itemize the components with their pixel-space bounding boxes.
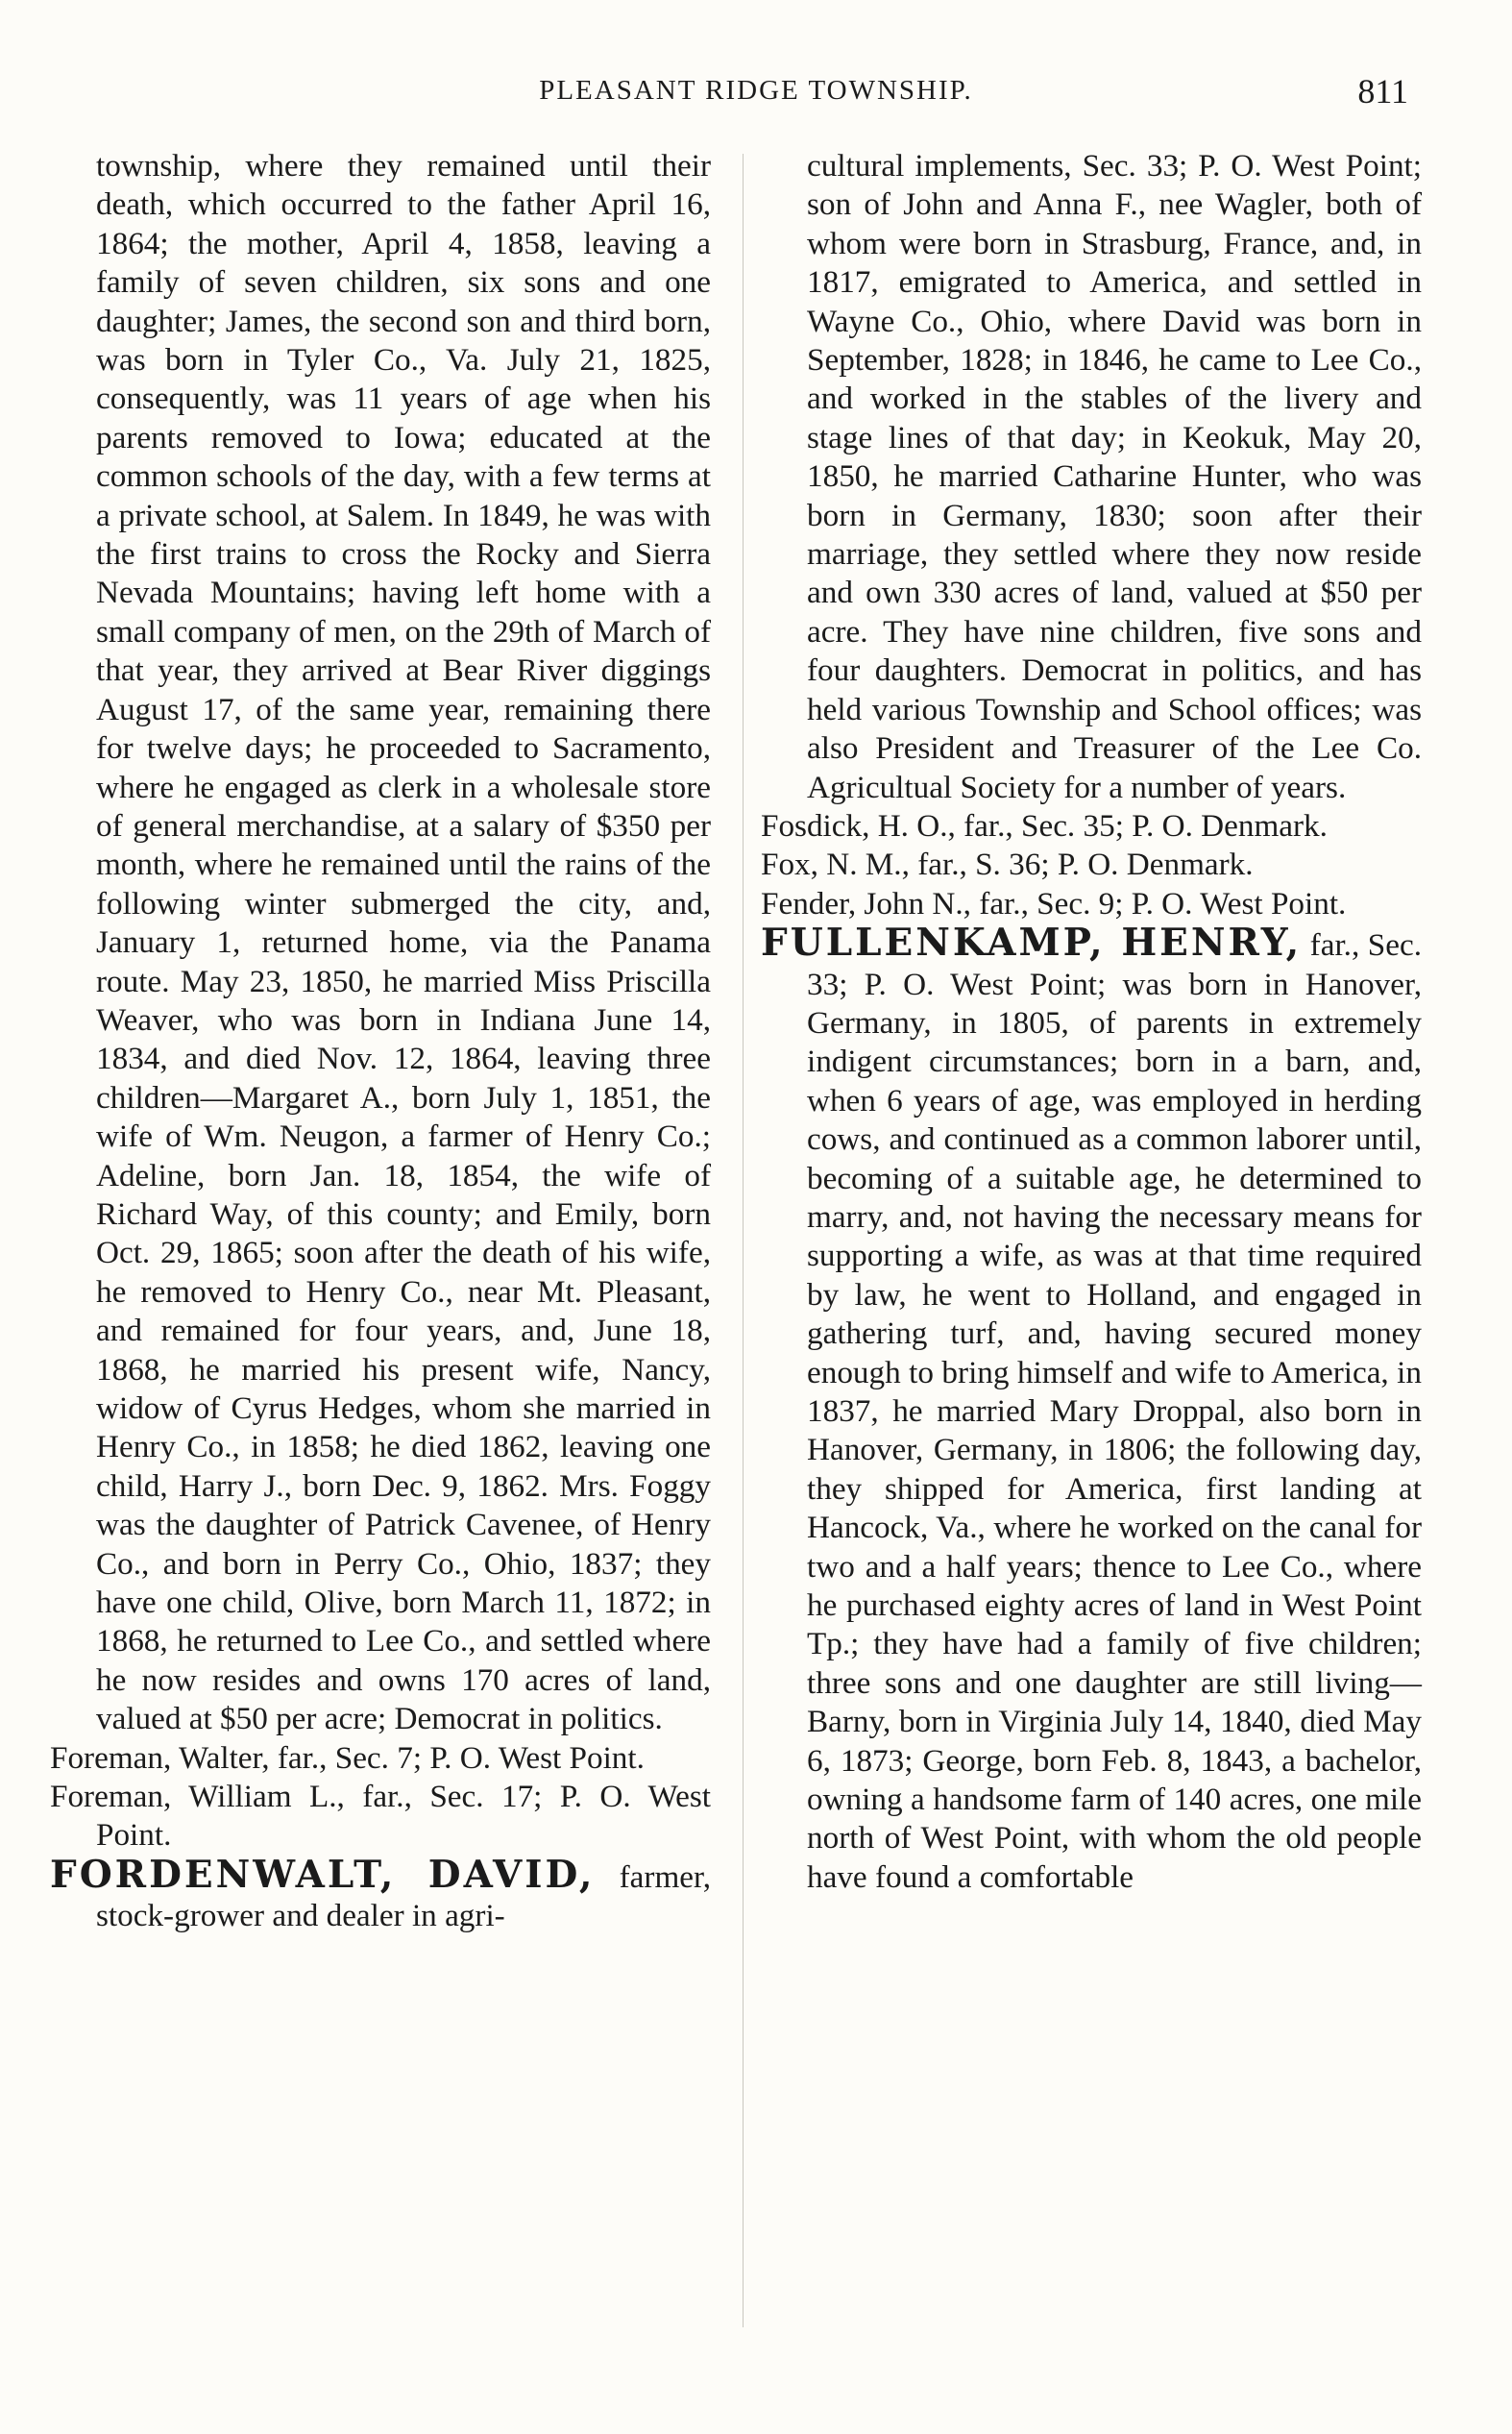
column-divider	[743, 154, 744, 2327]
biography-text: farmer, stock-grower and dealer in agri-	[96, 1858, 712, 1934]
biography-name: FULLENKAMP, HENRY,	[761, 921, 1303, 966]
biography-continuation: cultural implements, Sec. 33; P. O. West Point; son of John and Anna F., nee Wagler, both of whom were born in Strasburg, France, and, in 1817, emigrated to America, and settled in Wayne Co., Ohio, where David was born in September, 1828; in 1846, he came to Lee Co., and worked in the stables of the livery and stage lines of that day; in Keokuk, May 20, 1850, he married Catharine Hunter, who was born in Germany, 1830; soon after their marriage, they settled where they now reside and own 330 acres of land, valued at $50 per acre. They have nine children, five sons and four daughters. Democrat in politics, and has held various Township and School offices; was also President and Treasurer of the Lee Co. Agricultual Society for a number of years.	[807, 148, 1422, 805]
biography-continuation: township, where they remained until their death, which occurred to the father April 16, 1864; the mother, April 4, 1858, leaving a family of seven children, six sons and one daughter; James, the second son and third born, was born in Tyler Co., Va. July 21, 1825, consequently, was 11 years of age when his parents removed to Iowa; educated at the common schools of the day, with a few terms at a private school, at Salem. In 1849, he was with the first trains to cross the Rocky and Sierra Nevada Mountains; having left home with a small company of men, on the 29th of March of that year, they arrived at Bear River diggings August 17, of the same year, remaining there for twelve days; he proceeded to Sacramento, where he engaged as clerk in a wholesale store of general merchandise, at a salary of $350 per month, where he remained until the rains of the following winter submerged the city, and, January 1, returned home, via the Panama route. May 23, 1850, he married Miss Priscilla Weaver, who was born in Indiana June 14, 1834, and died Nov. 12, 1864, leaving three children—Margaret A., born July 1, 1851, the wife of Wm. Neugon, a farmer of Henry Co.; Adeline, born Jan. 18, 1854, the wife of Richard Way, of this county; and Emily, born Oct. 29, 1865; soon after the death of his wife, he removed to Henry Co., near Mt. Pleasant, and remained for four years, and, June 18, 1868, he married his present wife, Nancy, widow of Cyrus Hedges, whom she married in Henry Co., in 1858; he died 1862, leaving one child, Harry J., born Dec. 9, 1862. Mrs. Foggy was the daughter of Patrick Cavenee, of Henry Co., and born in Perry Co., Ohio, 1837; they have one child, Olive, born March 11, 1872; in 1868, he returned to Lee Co., and settled where he now resides and owns 170 acres of land, valued at $50 per acre; Democrat in politics.	[96, 148, 711, 1737]
biography-name: FORDENWALT, DAVID,	[50, 1852, 596, 1897]
running-head: PLEASANT RIDGE TOWNSHIP.	[539, 75, 973, 106]
biography-text: far., Sec. 33; P. O. West Point; was born in Hanover, Germany, in 1805, of parents in extremely indigent circumstances; born in a barn, and, when 6 years of age, was employed in herding cows, and continued as a common laborer until, becoming of a suitable age, he determined to marry, and, not having the necessary means for supporting a wife, as was at that time required by law, he went to Holland, and engaged in gathering turf, and, having secured money enough to bring himself and wife to America, in 1837, he married Mary Droppal, also born in Hanover, Germany, in 1806; the following day, they shipped for America, first landing at Hancock, Va., where he worked on the canal for two and a half years; thence to Lee Co., where he purchased eighty acres of land in West Point Tp.; they have had a family of five children; three sons and one daughter are still living—Barny, born in Virginia July 14, 1840, died May 6, 1873; George, born Feb. 8, 1843, a bachelor, owning a handsome farm of 140 acres, one mile north of West Point, with whom the old people have found a comfortable	[807, 927, 1422, 1895]
biography-entry	[761, 923, 1422, 1897]
directory-entry: Foreman, Walter, far., Sec. 7; P. O. West Point.	[50, 1739, 645, 1776]
left-column	[50, 147, 711, 1936]
directory-entry: Fosdick, H. O., far., Sec. 35; P. O. Denmark.	[761, 807, 1328, 844]
directory-entry: Fender, John N., far., Sec. 9; P. O. West Point.	[761, 885, 1347, 922]
page-number: 811	[1357, 72, 1408, 111]
page-header	[0, 71, 1512, 113]
biography-entry	[50, 1852, 712, 1936]
directory-entry: Fox, N. M., far., S. 36; P. O. Denmark.	[761, 847, 1254, 883]
directory-entry: Foreman, William L., far., Sec. 17; P. O. West Point.	[50, 1779, 711, 1854]
right-column	[761, 147, 1422, 1897]
